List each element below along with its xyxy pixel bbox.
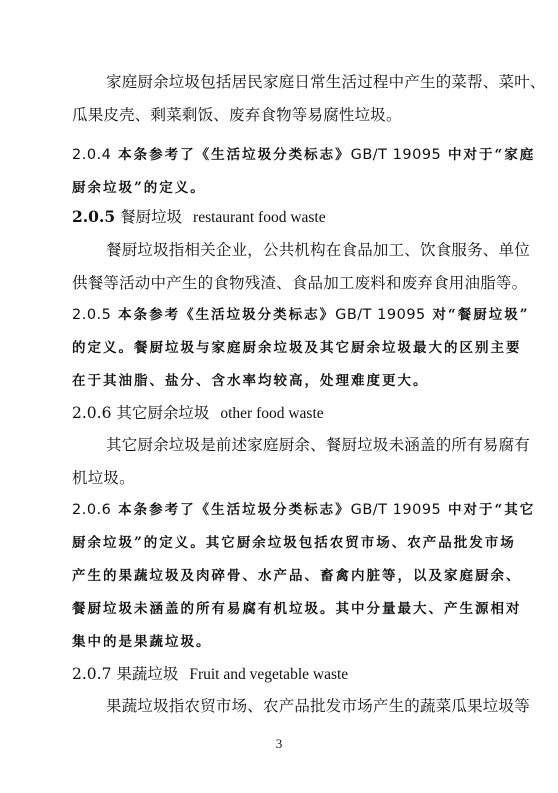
clause-heading [72,205,326,227]
paragraph-line: 供餐等活动中产生的食物残渣、食品加工废料和废弃食用油脂等。 [72,274,528,292]
standard-code: GB/T 19095 [350,502,442,518]
term-chinese: 其它厨余垃圾 [116,404,210,422]
clause-number: 2.0.5 [72,207,116,226]
term-chinese: 餐厨垃圾 [120,208,183,226]
note-text: 本条参考了《生活垃圾分类标志》 [118,502,351,518]
clause-note-line [72,143,535,163]
clause-number: 2.0.7 [72,665,112,683]
paragraph-line: 果蔬垃圾指农贸市场、农产品批发市场产生的蔬菜瓜果垃圾等 [106,697,530,715]
paragraph-line: 其它厨余垃圾是前述家庭厨余、餐厨垃圾未涵盖的所有易腐有 [106,436,530,454]
note-text: 中对于“其它 [447,502,536,518]
page-number: 3 [275,736,283,751]
term-chinese: 果蔬垃圾 [116,665,179,683]
clause-note-line: 集中的是果蔬垃圾。 [72,634,212,650]
term-english: Fruit and vegetable waste [189,666,349,683]
paragraph-line: 机垃圾。 [72,469,135,487]
clause-note-line: 的定义。餐厨垃圾与家庭厨余垃圾及其它厨余垃圾最大的区别主要 [72,340,522,356]
paragraph-line: 餐厨垃圾指相关企业，公共机构在食品加工、饮食服务、单位 [106,241,530,259]
clause-heading [72,401,324,423]
note-text: 本条参考了《生活垃圾分类标志》 [118,147,351,163]
clause-note-line [72,303,530,323]
clause-number: 2.0.5 [72,307,112,323]
clause-note-line: 厨余垃圾”的定义。 [72,180,206,196]
term-english: restaurant food waste [193,209,326,226]
clause-note-line: 产生的果蔬垃圾及肉碎骨、水产品、畜禽内脏等，以及家庭厨余、 [72,568,522,584]
paragraph-line: 瓜果皮壳、剩菜剩饭、废弃食物等易腐性垃圾。 [72,106,402,124]
clause-number: 2.0.6 [72,404,112,422]
note-text: 对“餐厨垃圾” [432,307,530,323]
clause-number: 2.0.4 [72,147,112,163]
paragraph-line: 家庭厨余垃圾包括居民家庭日常生活过程中产生的菜帮、菜叶、 [106,73,546,91]
clause-note-line: 在于其油脂、盐分、含水率均较高，处理难度更大。 [72,373,429,389]
clause-note-line: 餐厨垃圾未涵盖的所有易腐有机垃圾。其中分量最大、产生源相对 [72,601,522,617]
term-english: other food waste [220,405,324,422]
standard-code: GB/T 19095 [335,307,426,323]
standard-code: GB/T 19095 [350,147,442,163]
clause-note-line [72,498,535,518]
clause-heading [72,662,348,684]
clause-note-line: 厨余垃圾”的定义。其它厨余垃圾包括农贸市场、农产品批发市场 [72,535,516,551]
clause-number: 2.0.6 [72,502,112,518]
note-text: 本条参考《生活垃圾分类标志》 [118,307,336,323]
note-text: 中对于“家庭 [447,147,536,163]
